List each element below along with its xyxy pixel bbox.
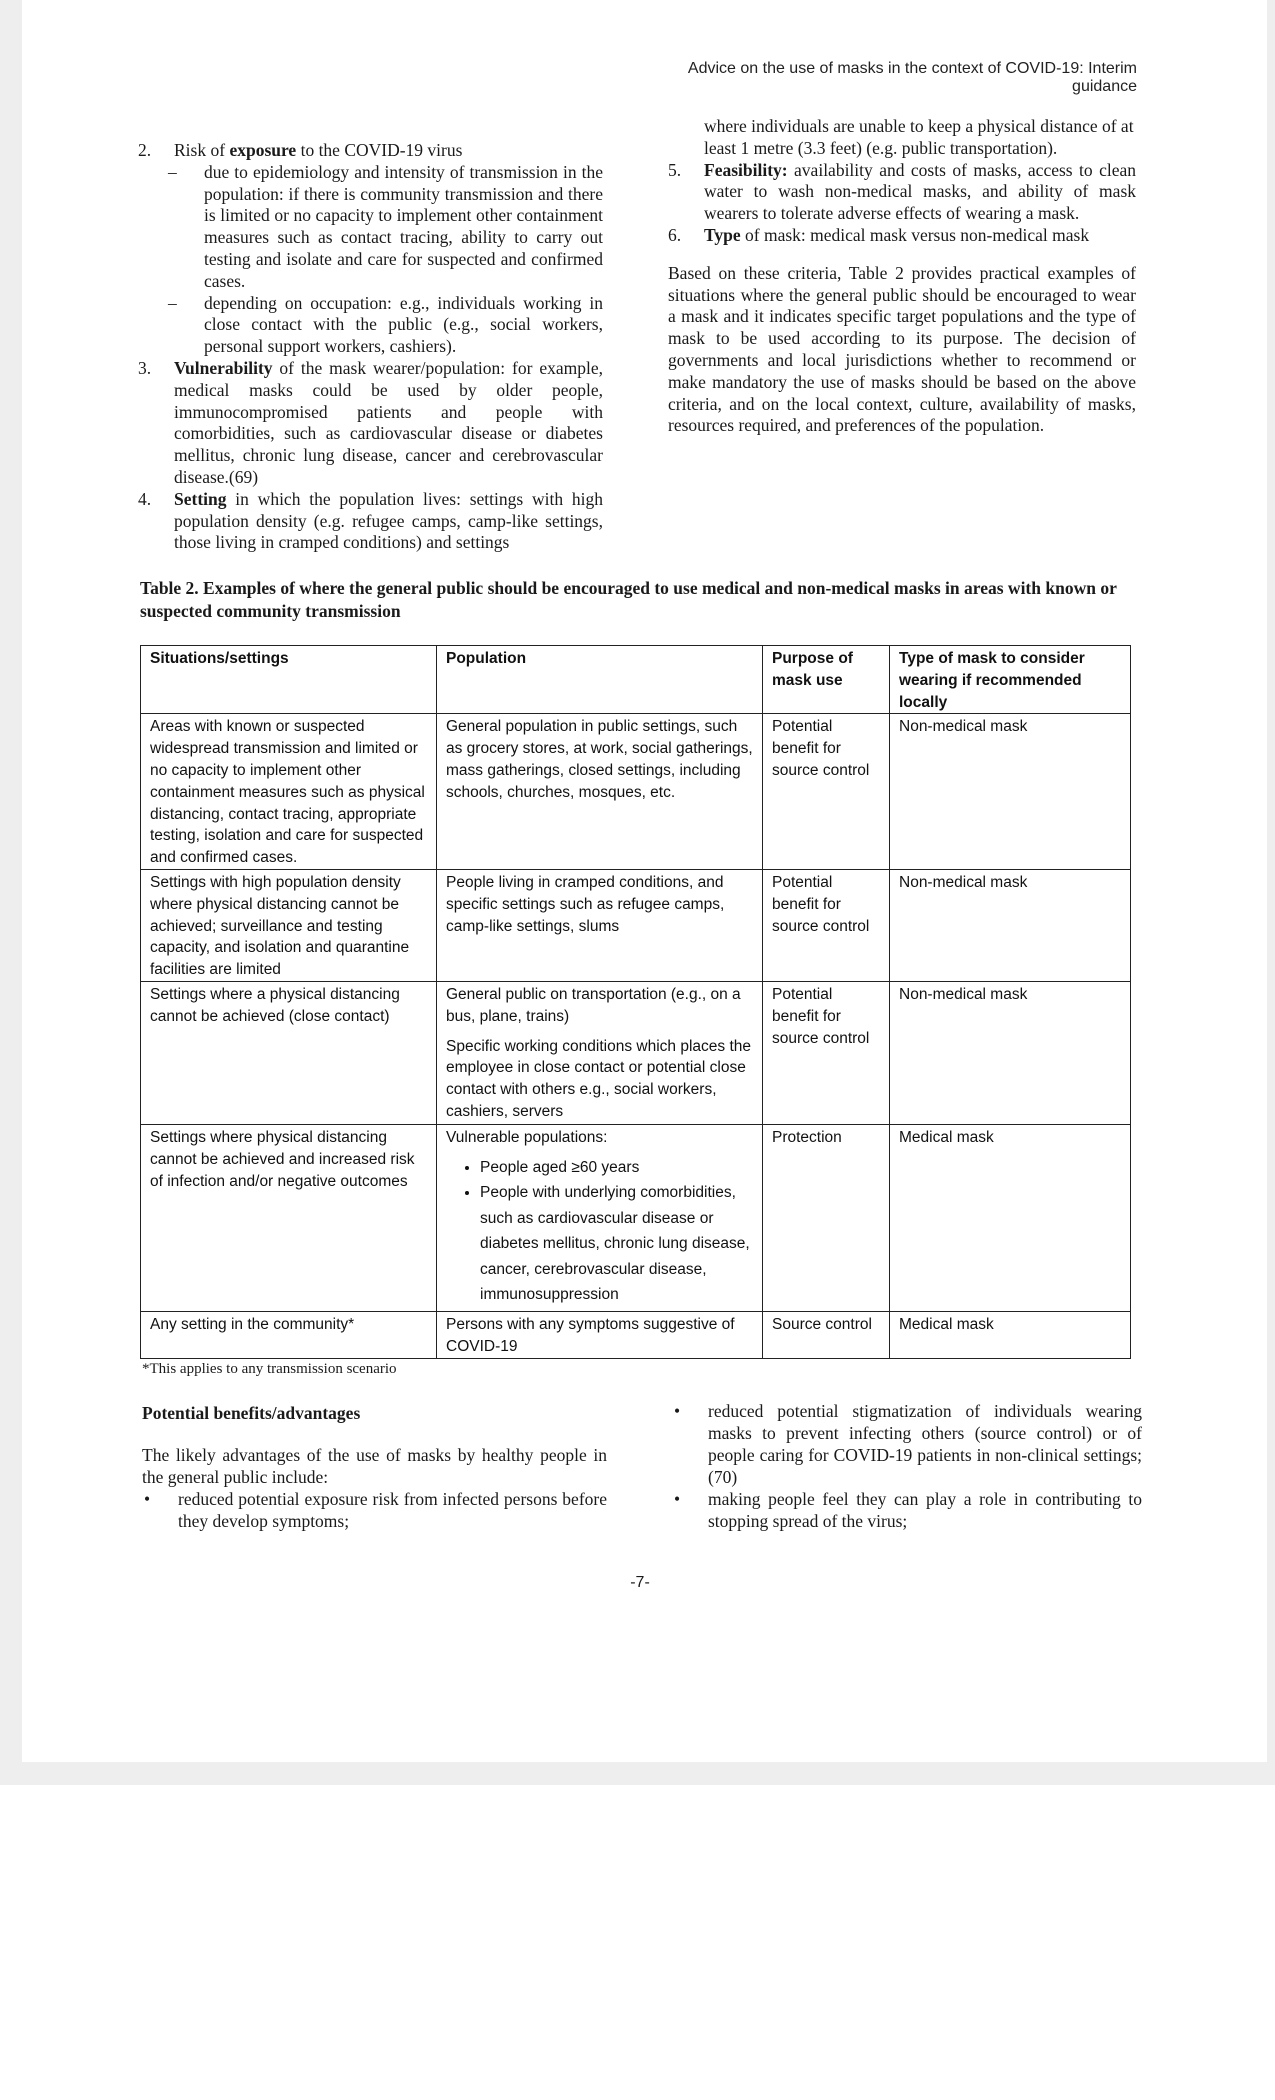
table-caption: Table 2. Examples of where the general public should be encouraged to use medical and non-medical masks in areas with known or suspected community transmission (140, 578, 1117, 621)
cell-purpose: Potential benefit for source control (763, 869, 890, 981)
list-item: • People with underlying comorbidities, such as cardiovascular disease or diabetes mellitus, chronic lung disease, cancer, cerebrovascular disease, immunosuppression (480, 1180, 753, 1308)
continuation-text (668, 116, 1136, 160)
cell-situation: Settings where a physical distancing cannot be achieved (close contact) (141, 981, 437, 1124)
item-text-post: in which the population lives: settings with high population density (e.g. refugee camps, camp-like settings, those living in cramped conditions) and settings (174, 488, 603, 553)
cell-population: General population in public settings, such as grocery stores, at work, social gatherings, mass gatherings, closed settings, including schools, churches, mosques, etc. (437, 714, 763, 870)
table-row (141, 869, 1131, 981)
item-text-post: of mask: medical mask versus non-medical mask (740, 224, 1090, 245)
subitem-text: depending on occupation: e.g., individuals working in close contact with the public (e.g., social workers, personal support workers, cashiers). (204, 292, 603, 357)
bullet-text: making people feel they can play a role in contributing to stopping spread of the virus; (708, 1489, 1142, 1531)
header-mask-type: Type of mask to consider wearing if recommended locally (890, 646, 1131, 714)
cell-mask-type: Non-medical mask (890, 981, 1131, 1124)
criteria-subitem (138, 162, 603, 293)
bullet-marker: • (144, 1489, 151, 1509)
item-number: 5. (668, 159, 682, 180)
table-row (141, 714, 1131, 870)
page-number: -7- (630, 1574, 650, 1591)
cell-purpose: Source control (763, 1311, 890, 1358)
vulnerable-list (446, 1155, 753, 1308)
dash-marker: – (168, 161, 177, 182)
table-row (141, 1124, 1131, 1311)
criteria-subitem (138, 293, 603, 358)
criteria-item-2 (138, 140, 603, 162)
header-population: Population (437, 646, 763, 714)
running-header: Advice on the use of masks in the context of COVID-19: Interim guidance (687, 60, 1137, 95)
item-number: 6. (668, 224, 682, 245)
table-header-row (141, 646, 1131, 714)
cell-purpose: Potential benefit for source control (763, 981, 890, 1124)
list-item (672, 1400, 1142, 1488)
item-number: 2. (138, 140, 152, 160)
cell-purpose: Potential benefit for source control (763, 714, 890, 870)
benefits-intro: The likely advantages of the use of masks by healthy people in the general public include: (142, 1445, 607, 1487)
item-text-pre: Risk of (174, 140, 230, 160)
item-number: 3. (138, 357, 152, 378)
cell-situation: Any setting in the community* (141, 1311, 437, 1358)
list-item (672, 1488, 1142, 1532)
cell-purpose: Protection (763, 1124, 890, 1311)
item-bold-term: exposure (229, 140, 297, 160)
bullet-marker: • (674, 1489, 681, 1509)
cell-situation: Areas with known or suspected widespread transmission and limited or no capacity to implement other containment measures such as physical distancing, contact tracing, appropriate testing, isolation and care for suspected and confirmed cases. (141, 714, 437, 870)
cell-mask-type: Medical mask (890, 1311, 1131, 1358)
item-bold-term: Setting (174, 488, 227, 509)
cell-population (437, 981, 763, 1124)
dash-marker: – (168, 292, 177, 313)
table-row (141, 981, 1131, 1124)
criteria-summary-paragraph: Based on these criteria, Table 2 provides practical examples of situations where the general public should be encouraged to wear a mask and it indicates specific target populations and the type of mask to be used according to its purpose. The decision of governments and local jurisdictions whether to recommend or make mandatory the use of masks should be based on the above criteria, and on the local context, culture, availability of masks, resources required, and preferences of the population. (668, 262, 1136, 436)
cell-population: Persons with any symptoms suggestive of COVID-19 (437, 1311, 763, 1358)
criteria-item-6 (668, 225, 1136, 247)
list-item: • People aged ≥60 years (480, 1155, 753, 1181)
criteria-item-4 (138, 489, 603, 554)
criteria-item-5 (668, 160, 1136, 225)
cell-situation: Settings where physical distancing cannot be achieved and increased risk of infection and/or negative outcomes (141, 1124, 437, 1311)
population-line: General public on transportation (e.g., on a bus, plane, trains) (446, 985, 741, 1025)
item-bold-term: Feasibility: (704, 159, 788, 180)
section-title: Potential benefits/advantages (142, 1403, 361, 1423)
criteria-item-3 (138, 358, 603, 489)
header-purpose: Purpose of mask use (763, 646, 890, 714)
benefits-left-column (142, 1402, 607, 1532)
list-item (142, 1488, 607, 1532)
cell-population: People living in cramped conditions, and specific settings such as refugee camps, camp-like settings, slums (437, 869, 763, 981)
cell-mask-type: Non-medical mask (890, 714, 1131, 870)
continuation-line: where individuals are unable to keep a physical distance of at least 1 metre (3.3 feet) (e.g. public transportation). (704, 116, 1134, 158)
table-row (141, 1311, 1131, 1358)
cell-situation: Settings with high population density where physical distancing cannot be achieved; surveillance and testing capacity, and isolation and quarantine facilities are limited (141, 869, 437, 981)
bullet-text: reduced potential exposure risk from infected persons before they develop symptoms; (178, 1489, 607, 1531)
cell-mask-type: Non-medical mask (890, 869, 1131, 981)
item-number: 4. (138, 488, 152, 509)
bullet-marker: • (674, 1401, 681, 1421)
item-text-post: of the mask wearer/population: for example, medical masks could be used by older people, immunocompromised patients and people with comorbidities, such as cardiovascular disease or diabetes mellitus, chronic lung disease, cancer and cerebrovascular disease.(69) (174, 357, 603, 487)
population-line: Specific working conditions which places the employee in close contact or potential close contact with others e.g., social workers, cashiers, servers (446, 1037, 751, 1120)
item-bold-term: Type (704, 224, 741, 245)
mask-use-table (140, 645, 1131, 1359)
cell-population (437, 1124, 763, 1311)
benefits-right-column (672, 1400, 1142, 1532)
item-text-post: to the COVID-19 virus (296, 140, 463, 160)
header-situations: Situations/settings (141, 646, 437, 714)
table-footnote: *This applies to any transmission scenario (142, 1361, 397, 1377)
bullet-text: reduced potential stigmatization of individuals wearing masks to prevent infecting others (source control) or of people caring for COVID-19 patients in non-clinical settings;(70) (708, 1401, 1142, 1487)
item-text-post: availability and costs of masks, access to clean water to wash non-medical masks, and ability of mask wearers to tolerate adverse effects of wearing a mask. (704, 159, 1136, 224)
cell-mask-type: Medical mask (890, 1124, 1131, 1311)
subitem-text: due to epidemiology and intensity of transmission in the population: if there is community transmission and there is limited or no capacity to implement other containment measures such as contact tracing, ability to carry out testing and isolate and care for suspected and confirmed cases. (204, 161, 603, 291)
item-bold-term: Vulnerability (174, 357, 273, 378)
right-column (668, 116, 1136, 437)
left-column (138, 140, 603, 554)
population-line: Vulnerable populations: (446, 1128, 608, 1146)
